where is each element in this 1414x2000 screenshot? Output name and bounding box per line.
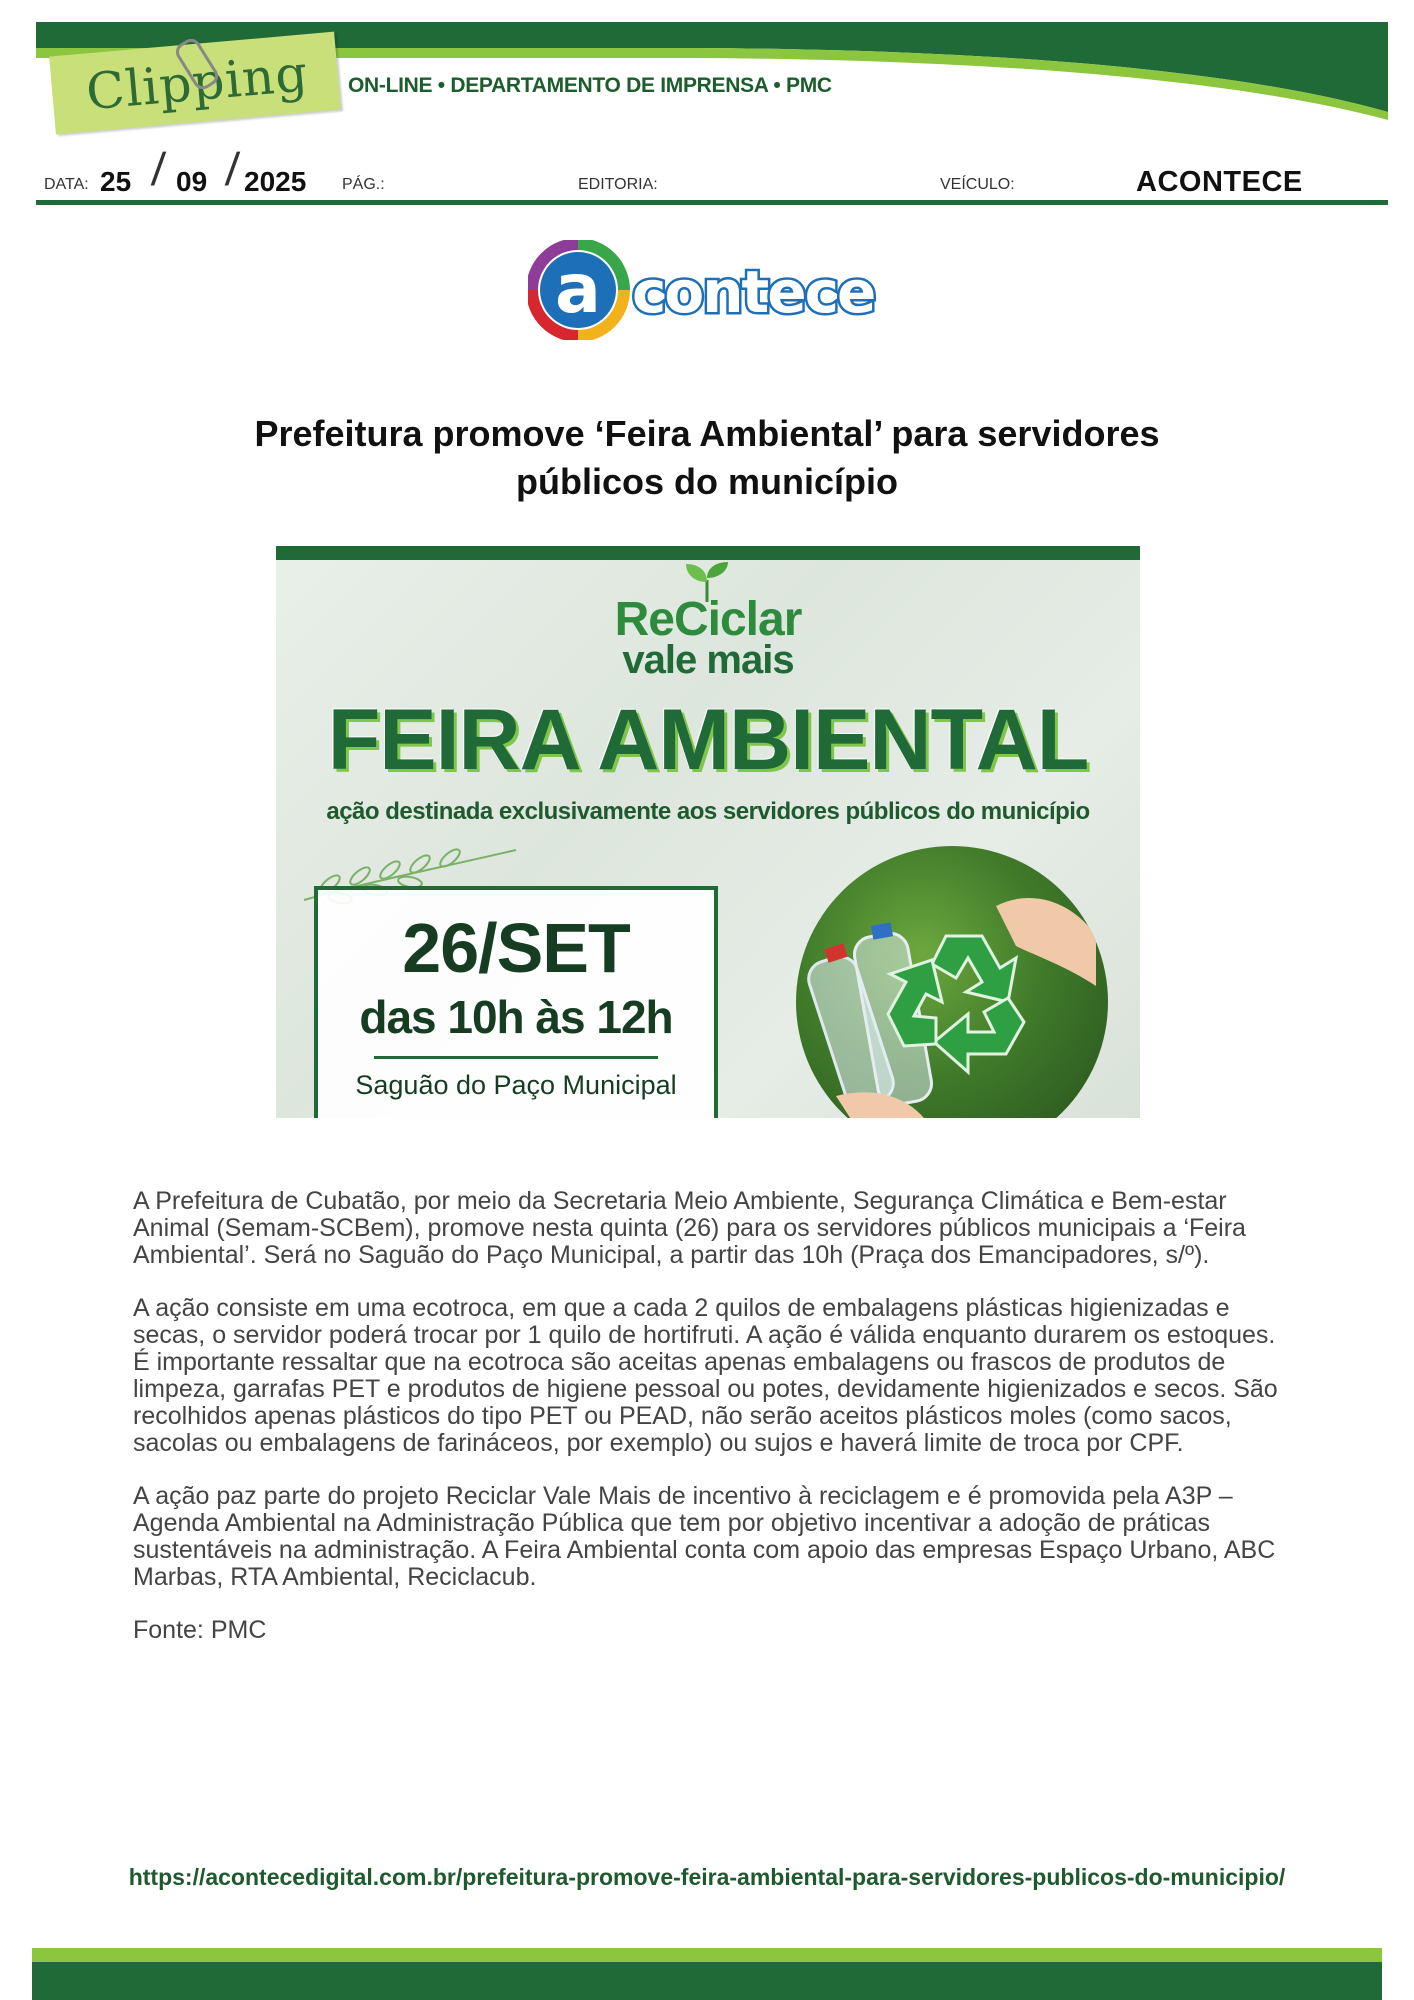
department-line: ON-LINE • DEPARTAMENTO DE IMPRENSA • PMC (348, 74, 832, 97)
meta-divider (36, 200, 1388, 205)
editoria-label: EDITORIA: (578, 176, 658, 193)
article-title (120, 410, 1294, 506)
date-separator: / (223, 143, 242, 195)
date-separator: / (149, 143, 168, 195)
acontece-logo (528, 240, 888, 340)
source-url-link[interactable]: https://acontecedigital.com.br/prefeitura-promove-feira-ambiental-para-servidores-publicos-do-municipio/ (128, 1864, 1286, 1890)
logo-letter: a (555, 250, 601, 329)
article-paragraph: A Prefeitura de Cubatão, por meio da Secretaria Meio Ambiente, Segurança Climática e Bem-estar Animal (Semam-SCBem), promove nesta quinta (26) para os servidores públicos municipais a ‘Feira Ambiental’. Será no Saguão do Paço Municipal, a partir das 10h (Praça dos Emancipadores, s/º). (133, 1187, 1246, 1269)
title-line-1: Prefeitura promove ‘Feira Ambiental’ para servidores (254, 413, 1160, 454)
event-poster (276, 546, 1140, 1118)
vehicle-label: VEÍCULO: (940, 176, 1015, 193)
poster-subtitle: ação destinada exclusivamente aos servidores públicos do município (326, 798, 1090, 825)
page-label: PÁG.: (342, 176, 385, 193)
poster-date-box (314, 886, 718, 1118)
footer-stripe-dark (32, 1962, 1382, 2000)
poster-heading: FEIRA AMBIENTAL (327, 692, 1089, 788)
poster-brand-line-2: vale mais (622, 638, 794, 682)
poster-time: das 10h às 12h (359, 991, 673, 1043)
footer-stripe-light (32, 1948, 1382, 1962)
poster-venue: Saguão do Paço Municipal (355, 1070, 677, 1100)
recycle-icon (796, 846, 1108, 1118)
date-month: 09 (176, 166, 208, 197)
article-body (133, 1188, 1283, 1670)
recycling-photo (796, 846, 1108, 1118)
title-line-2: públicos do município (516, 461, 898, 502)
date-day: 25 (100, 166, 132, 197)
date-year: 2025 (244, 166, 307, 197)
article-source: Fonte: PMC (133, 1616, 267, 1644)
poster-date: 26/SET (402, 909, 630, 987)
date-label: DATA: (44, 176, 89, 193)
vehicle-value: ACONTECE (1136, 166, 1303, 198)
article-paragraph: A ação consiste em uma ecotroca, em que a cada 2 quilos de embalagens plásticas higienizadas e secas, o servidor poderá trocar por 1 quilo de hortifruti. A ação é válida enquanto durarem os estoques. É importante ressaltar que na ecotroca são aceitas apenas embalagens ou frascos de produtos de limpeza, garrafas PET e produtos de higiene pessoal ou potes, devidamente higienizados e secos. São recolhidos apenas plásticos do tipo PET ou PEAD, não serão aceitos plásticos moles (como sacos, sacolas ou embalagens de farináceos, por exemplo) ou sujos e haverá limite de troca por CPF. (133, 1294, 1278, 1457)
clipping-label: Clipping (83, 44, 311, 122)
poster-brand-line-1: ReCiclar (614, 593, 802, 646)
logo-wordmark: contece (632, 258, 875, 326)
article-paragraph: A ação paz parte do projeto Reciclar Vale Mais de incentivo à reciclagem e é promovida pela A3P – Agenda Ambiental na Administração Pública que tem por objetivo incentivar a adoção de práticas sustentáveis na administração. A Feira Ambiental conta com apoio das empresas Espaço Urbano, ABC Marbas, RTA Ambiental, Reciclacub. (133, 1482, 1276, 1591)
poster-divider (374, 1056, 658, 1059)
poster-top-bar (276, 546, 1140, 560)
